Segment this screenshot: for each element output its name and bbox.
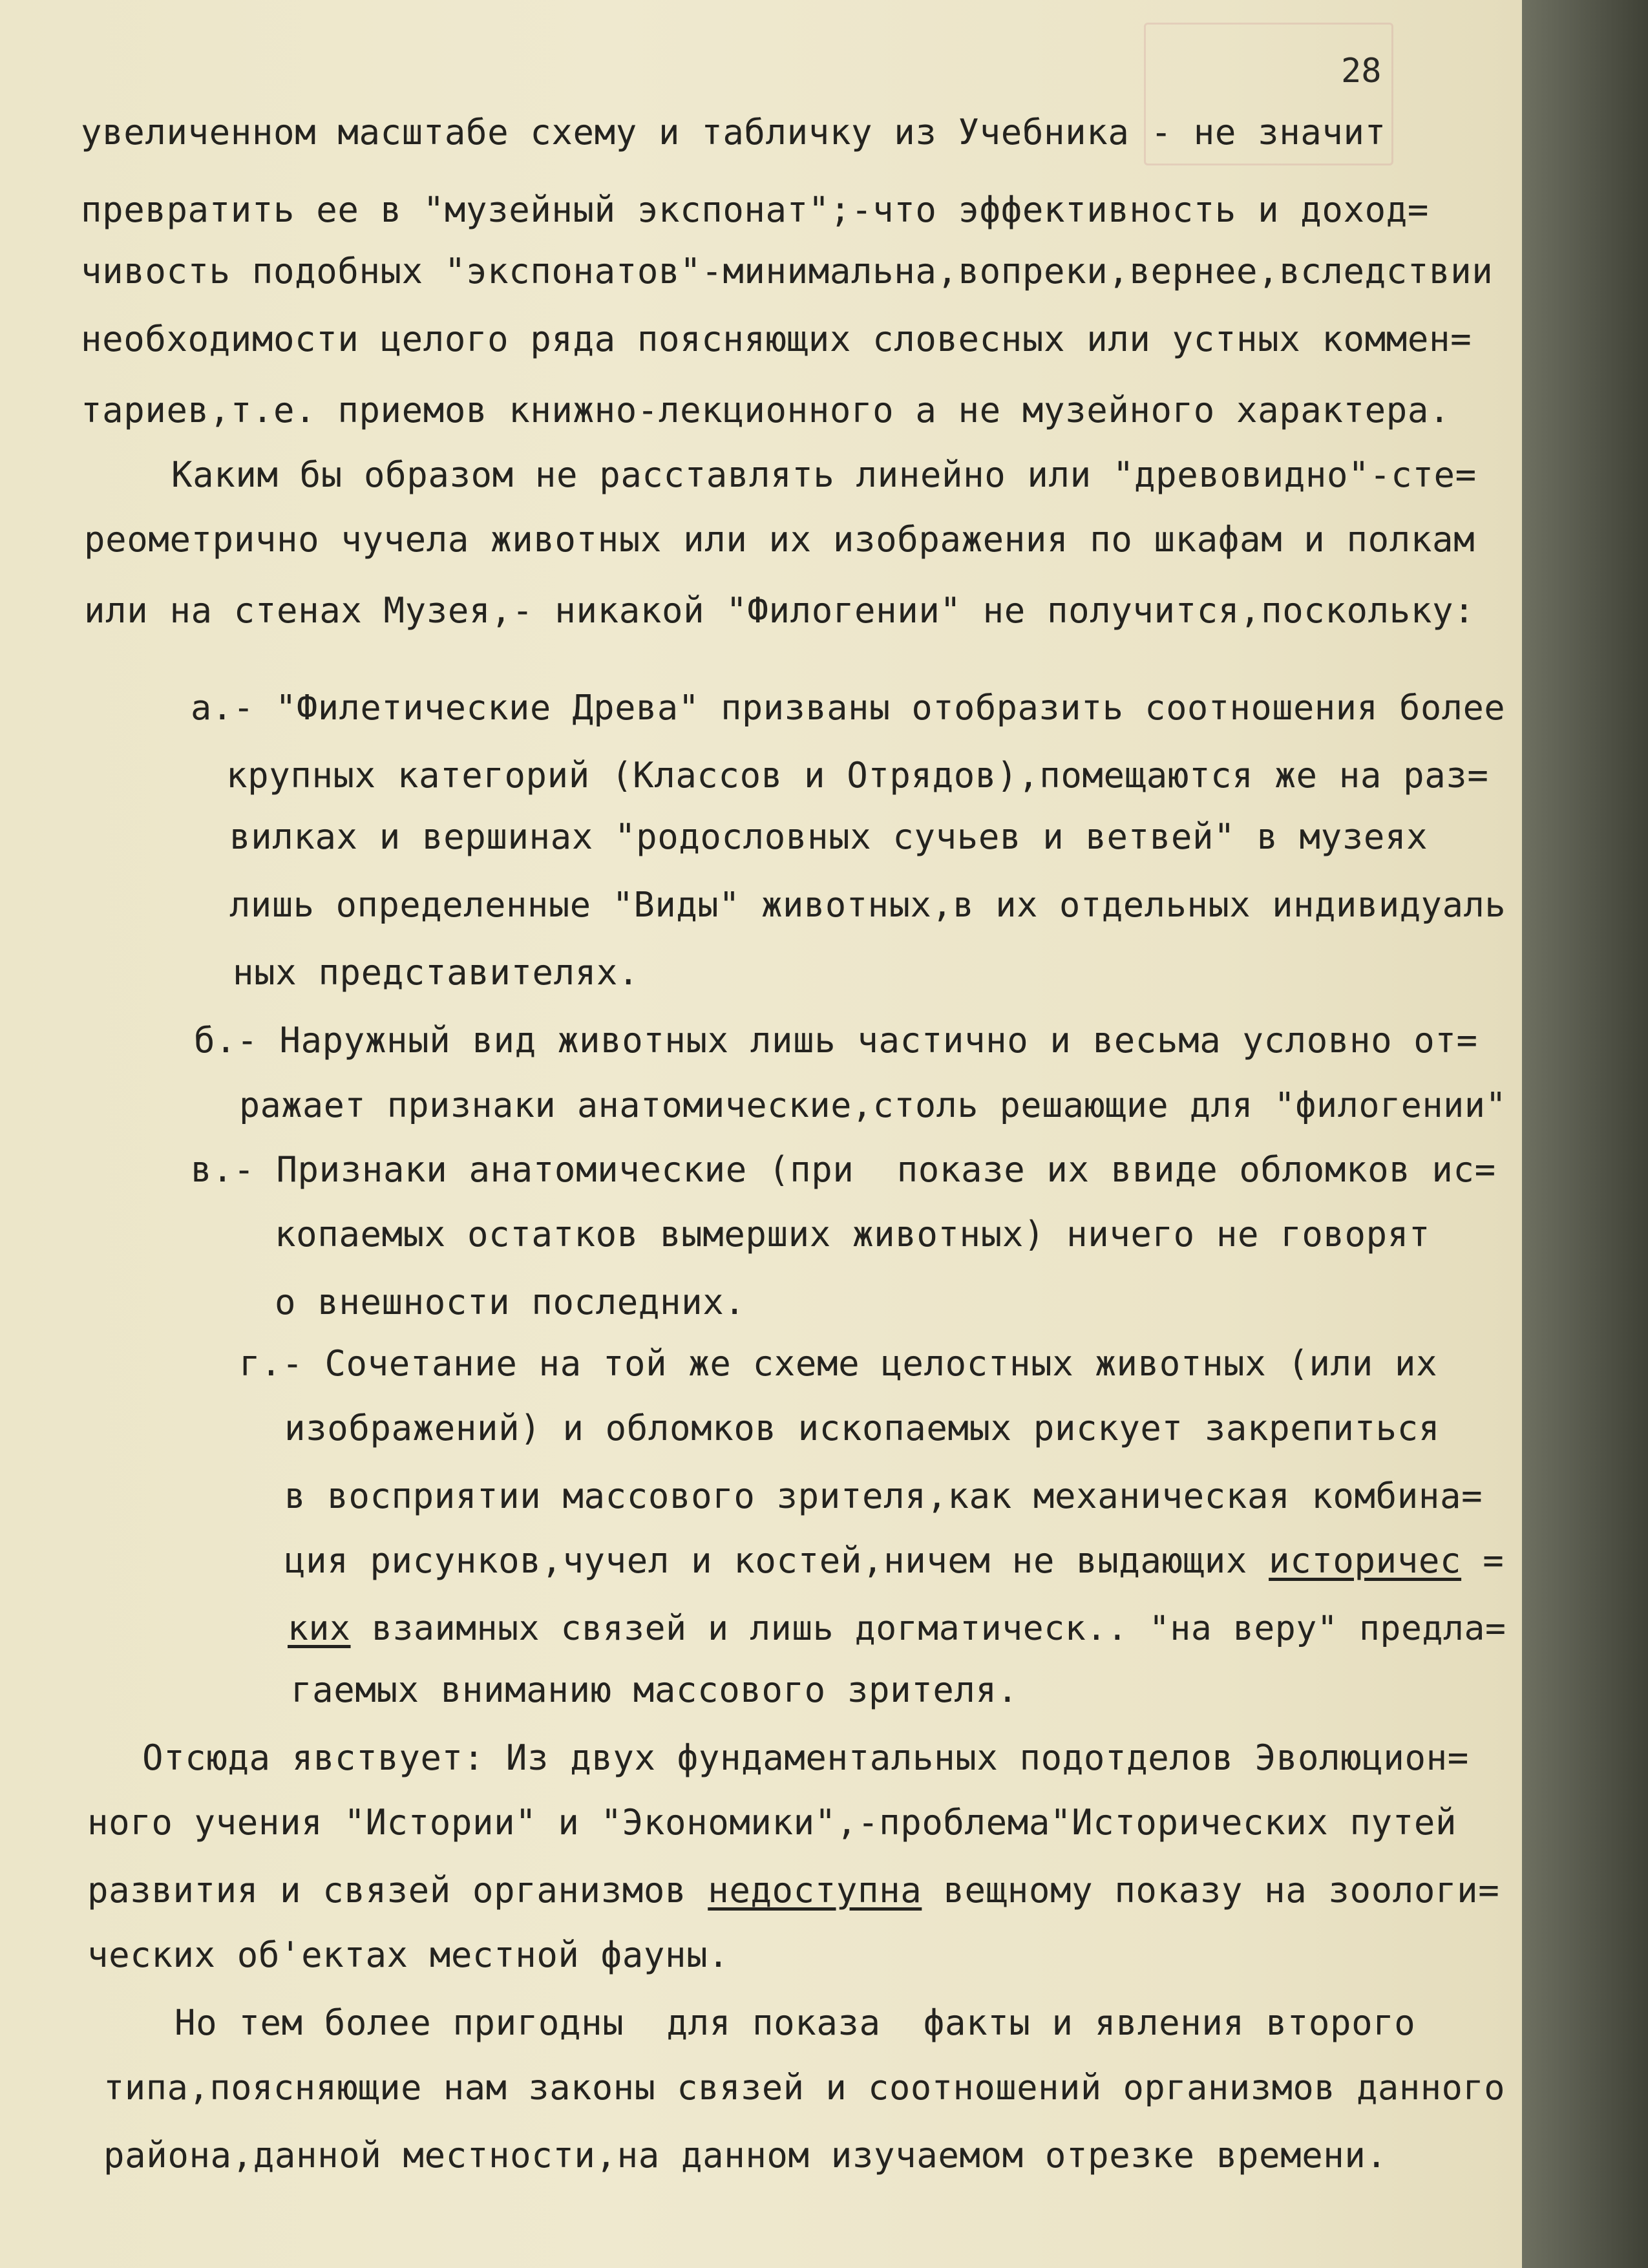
page-edge-shadow	[1522, 0, 1648, 2268]
text-line: ного учения "Истории" и "Экономики",-проблема"Исторических путей	[87, 1802, 1457, 1843]
list-item-b: б.- Наружный вид животных лишь частично и весьма условно от=	[194, 1020, 1478, 1061]
text-segment: развития и связей организмов	[87, 1870, 708, 1911]
text-line: чивость подобных "экспонатов"-минимальна,вопреки,вернее,вследствии	[81, 251, 1494, 291]
text-line: ческих об'ектах местной фауны.	[87, 1934, 730, 1975]
text-line: изображений) и обломков ископаемых рискует закрепиться	[284, 1408, 1440, 1448]
text-line: увеличенном масштабе схему и табличку из Учебника - не значит	[81, 112, 1386, 153]
text-line: района,данной местности,на данном изучаемом отрезке времени.	[103, 2135, 1388, 2176]
page-number: 28	[1341, 52, 1382, 90]
list-item-g: г.- Сочетание на той же схеме целостных животных (или их	[239, 1343, 1438, 1384]
underlined-word: историчес	[1269, 1540, 1462, 1581]
text-line: ных представителях.	[233, 952, 640, 993]
text-line	[284, 1542, 1504, 1580]
text-line	[87, 1871, 1499, 1910]
list-item-a: а.- "Филетические Древа" призваны отобразить соотношения более	[191, 687, 1506, 728]
list-item-v: в.- Признаки анатомические (при показе их ввиде обломков ис=	[191, 1149, 1496, 1190]
text-line: Каким бы образом не расставлять линейно или "древовидно"-сте=	[171, 454, 1477, 495]
text-line: превратить ее в "музейный экспонат";-что эффективность и доход=	[81, 189, 1429, 230]
text-line: реометрично чучела животных или их изображения по шкафам и полкам	[84, 519, 1475, 560]
text-line: лишь определенные "Виды" животных,в их отдельных индивидуаль	[229, 884, 1506, 925]
underlined-word: недоступна	[708, 1870, 922, 1911]
text-line: или на стенах Музея,- никакой "Филогении" не получится,поскольку:	[84, 590, 1475, 631]
text-line: вилках и вершинах "родословных сучьев и ветвей" в музеях	[229, 816, 1428, 857]
underlined-word: ких	[288, 1609, 351, 1648]
text-segment: вещному показу на зоологи=	[922, 1870, 1500, 1911]
text-line: Но тем более пригодны для показа факты и явления второго	[174, 2002, 1416, 2043]
text-line: копаемых остатков вымерших животных) ничего не говорят	[275, 1214, 1430, 1255]
text-segment: =	[1461, 1540, 1505, 1581]
text-line: типа,поясняющие нам законы связей и соотношений организмов данного	[103, 2067, 1506, 2108]
text-line: крупных категорий (Классов и Отрядов),помещаются же на раз=	[226, 755, 1489, 796]
text-line: тариев,т.е. приемов книжно-лекционного а не музейного характера.	[81, 390, 1451, 430]
text-line: в восприятии массового зрителя,как механическая комбина=	[284, 1476, 1483, 1516]
text-segment: ция рисунков,чучел и костей,ничем не выдающих	[284, 1540, 1269, 1581]
text-line: Отсюда явствует: Из двух фундаментальных подотделов Эволюцион=	[142, 1737, 1469, 1778]
text-line: гаемых вниманию массового зрителя.	[291, 1669, 1019, 1710]
text-line: необходимости целого ряда поясняющих словесных или устных коммен=	[81, 319, 1472, 359]
text-line: ражает признаки анатомические,столь решающие для "филогении"	[239, 1085, 1507, 1125]
text-line	[288, 1609, 1506, 1648]
text-line: о внешности последних.	[275, 1282, 746, 1322]
text-segment: взаимных связей и лишь догматическ.. "на веру" предла=	[350, 1609, 1506, 1648]
